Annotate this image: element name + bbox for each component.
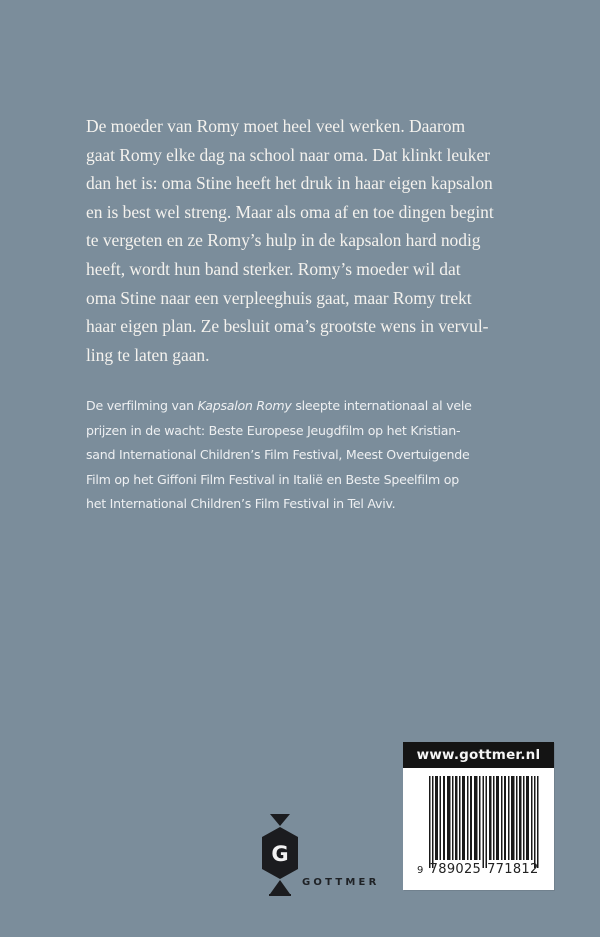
blurb-line: haar eigen plan. Ze besluit oma’s grootste wens in vervul- — [86, 316, 489, 337]
book-blurb — [86, 112, 526, 369]
isbn-barcode — [403, 742, 554, 890]
film-awards-text — [86, 394, 526, 517]
film-title: Kapsalon Romy — [197, 398, 292, 413]
isbn-lead-digit: 9 — [417, 865, 424, 876]
awards-line — [86, 394, 526, 419]
blurb-line: gaat Romy elke dag na school naar oma. Dat klinkt leuker — [86, 144, 490, 165]
blurb-line: heeft, wordt hun band sterker. Romy’s moeder wil dat — [86, 258, 461, 279]
blurb-line: De moeder van Romy moet heel veel werken. Daarom — [86, 116, 466, 136]
awards-line: prijzen in de wacht: Beste Europese Jeugdfilm op het Kristian- — [86, 422, 461, 438]
publisher-website: www.gottmer.nl — [403, 742, 554, 768]
blurb-line: dan het is: oma Stine heeft het druk in haar eigen kapsalon — [86, 173, 493, 194]
isbn-number — [417, 862, 547, 878]
awards-intro-rest: sleepte internationaal al vele — [291, 398, 472, 413]
awards-intro: De verfilming van — [86, 398, 198, 413]
svg-text:G: G — [271, 842, 289, 866]
blurb-line: ling te laten gaan. — [86, 344, 210, 365]
publisher-logo — [258, 814, 378, 898]
gottmer-hourglass-icon — [258, 814, 302, 898]
awards-line: sand International Children’s Film Festival, Meest Overtuigende — [86, 447, 470, 463]
blurb-line: te vergeten en ze Romy’s hulp in de kapsalon hard nodig — [86, 230, 481, 251]
isbn-group-2: 771812 — [487, 862, 539, 877]
blurb-line: en is best wel streng. Maar als oma af en toe dingen begint — [86, 201, 494, 222]
barcode-bars-icon — [429, 776, 541, 868]
isbn-group-1: 789025 — [429, 862, 482, 877]
awards-line: het International Children’s Film Festival in Tel Aviv. — [86, 496, 396, 512]
awards-line: Film op het Giffoni Film Festival in Italië en Beste Speelfilm op — [86, 471, 459, 487]
publisher-name: GOTTMER — [302, 877, 380, 888]
blurb-line: oma Stine naar een verpleeghuis gaat, maar Romy trekt — [86, 287, 472, 308]
